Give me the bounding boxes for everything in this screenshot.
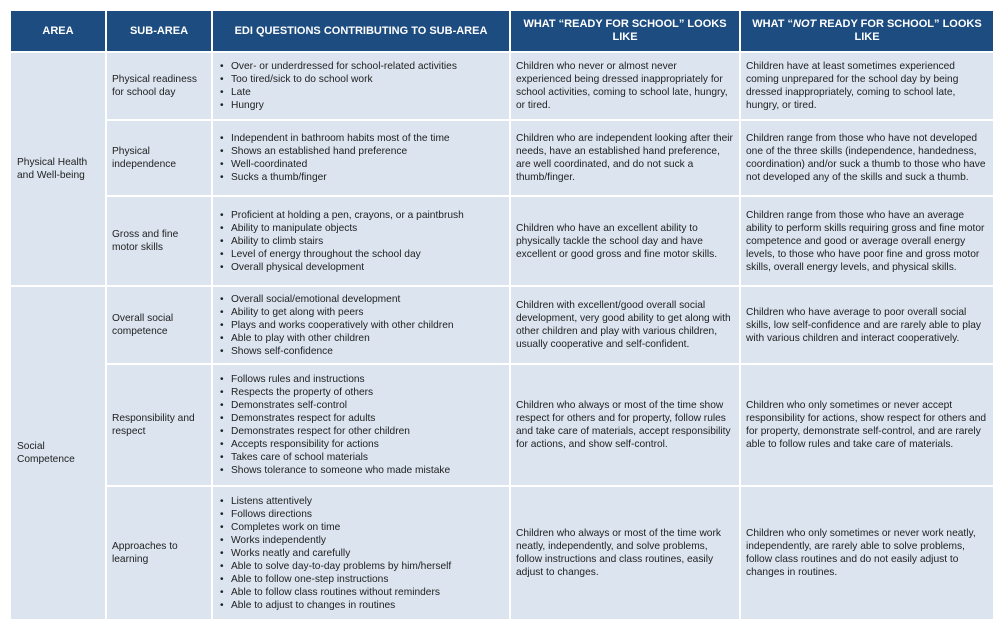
not-ready-cell: Children who only sometimes or never accept responsibility for actions, show respect for others and for property, demonstrate self-control, and are rarely able to follow rules and take care of materials. xyxy=(741,365,993,485)
questions-list xyxy=(218,209,504,274)
list-item: • Completes work on time xyxy=(231,521,504,534)
table-row xyxy=(11,287,993,363)
list-item: • Demonstrates self-control xyxy=(231,399,504,412)
list-item: • Ability to climb stairs xyxy=(231,235,504,248)
questions-cell xyxy=(213,487,509,619)
table-row xyxy=(11,197,993,285)
header-edi-questions: EDI QUESTIONS CONTRIBUTING TO SUB-AREA xyxy=(213,11,509,51)
header-ready: WHAT “READY FOR SCHOOL” LOOKS LIKE xyxy=(511,11,739,51)
list-item: • Listens attentively xyxy=(231,495,504,508)
list-item: • Independent in bathroom habits most of the time xyxy=(231,132,504,145)
ready-cell: Children who are independent looking after their needs, have an established hand preference, are well coordinated, and do not suck a thumb/finger. xyxy=(511,121,739,195)
area-cell: Social Competence xyxy=(11,287,105,619)
list-item: • Able to follow class routines without reminders xyxy=(231,586,504,599)
sub-area-cell: Responsibility and respect xyxy=(107,365,211,485)
not-ready-cell: Children who have average to poor overall social skills, low self-confidence and are rarely able to play with various children and interact cooperatively. xyxy=(741,287,993,363)
list-item: • Follows directions xyxy=(231,508,504,521)
table-row xyxy=(11,487,993,619)
questions-list xyxy=(218,495,504,612)
questions-list xyxy=(218,373,504,477)
ready-cell: Children who have an excellent ability to physically tackle the school day and have excellent or good gross and fine motor skills. xyxy=(511,197,739,285)
questions-cell xyxy=(213,121,509,195)
header-row xyxy=(11,11,993,51)
questions-cell xyxy=(213,287,509,363)
list-item: • Accepts responsibility for actions xyxy=(231,438,504,451)
edi-table xyxy=(9,9,995,621)
area-cell: Physical Health and Well-being xyxy=(11,53,105,285)
header-not-ready-pre: WHAT “ xyxy=(752,18,794,30)
list-item: • Shows tolerance to someone who made mistake xyxy=(231,464,504,477)
list-item: • Works independently xyxy=(231,534,504,547)
ready-cell: Children who always or most of the time work neatly, independently, and solve problems, follow instructions and class routines, easily adjust to changes. xyxy=(511,487,739,619)
list-item: • Shows an established hand preference xyxy=(231,145,504,158)
sub-area-cell: Overall social competence xyxy=(107,287,211,363)
questions-list xyxy=(218,132,504,184)
list-item: • Ability to manipulate objects xyxy=(231,222,504,235)
table-row xyxy=(11,365,993,485)
not-ready-cell: Children who only sometimes or never work neatly, independently, are rarely able to solve problems, follow class routines and do not easily adjust to changes in routines. xyxy=(741,487,993,619)
list-item: • Shows self-confidence xyxy=(231,345,504,358)
sub-area-cell: Physical readiness for school day xyxy=(107,53,211,119)
header-not-ready-em: NOT xyxy=(793,18,817,30)
list-item: • Well-coordinated xyxy=(231,158,504,171)
ready-cell: Children who never or almost never experienced being dressed inappropriately for school activities, coming to school late, hungry, or tired. xyxy=(511,53,739,119)
questions-cell xyxy=(213,197,509,285)
not-ready-cell: Children range from those who have not developed one of the three skills (independence, handedness, coordination) and/or suck a thumb to those who have not developed any of the skills and suck a thumb. xyxy=(741,121,993,195)
list-item: • Late xyxy=(231,86,504,99)
list-item: • Level of energy throughout the school day xyxy=(231,248,504,261)
header-not-ready xyxy=(741,11,993,51)
list-item: • Over- or underdressed for school-related activities xyxy=(231,60,504,73)
list-item: • Takes care of school materials xyxy=(231,451,504,464)
list-item: • Sucks a thumb/finger xyxy=(231,171,504,184)
not-ready-cell: Children range from those who have an average ability to perform skills requiring gross and fine motor competence and good or average overall energy levels, to those who have poor fine and gross motor skills, overall energy levels, and physical skills. xyxy=(741,197,993,285)
list-item: • Plays and works cooperatively with other children xyxy=(231,319,504,332)
sub-area-cell: Physical independence xyxy=(107,121,211,195)
list-item: • Able to follow one-step instructions xyxy=(231,573,504,586)
header-not-ready-post: READY FOR SCHOOL” LOOKS LIKE xyxy=(816,18,982,43)
sub-area-cell: Gross and fine motor skills xyxy=(107,197,211,285)
questions-cell xyxy=(213,365,509,485)
ready-cell: Children who always or most of the time show respect for others and for property, follow rules and take care of materials, accept responsibility for actions, and show self-control. xyxy=(511,365,739,485)
ready-cell: Children with excellent/good overall social development, very good ability to get along with other children and play with various children, usually cooperative and self-confident. xyxy=(511,287,739,363)
list-item: • Demonstrates respect for adults xyxy=(231,412,504,425)
header-area: AREA xyxy=(11,11,105,51)
table-row xyxy=(11,53,993,119)
header-sub-area: SUB-AREA xyxy=(107,11,211,51)
list-item: • Overall social/emotional development xyxy=(231,293,504,306)
list-item: • Respects the property of others xyxy=(231,386,504,399)
list-item: • Ability to get along with peers xyxy=(231,306,504,319)
list-item: • Demonstrates respect for other children xyxy=(231,425,504,438)
not-ready-cell: Children have at least sometimes experienced coming unprepared for the school day by being dressed inappropriately, coming to school late, hungry, or tired. xyxy=(741,53,993,119)
list-item: • Follows rules and instructions xyxy=(231,373,504,386)
list-item: • Able to adjust to changes in routines xyxy=(231,599,504,612)
questions-cell xyxy=(213,53,509,119)
list-item: • Works neatly and carefully xyxy=(231,547,504,560)
list-item: • Proficient at holding a pen, crayons, or a paintbrush xyxy=(231,209,504,222)
sub-area-cell: Approaches to learning xyxy=(107,487,211,619)
list-item: • Able to solve day-to-day problems by him/herself xyxy=(231,560,504,573)
list-item: • Overall physical development xyxy=(231,261,504,274)
questions-list xyxy=(218,293,504,358)
questions-list xyxy=(218,60,504,112)
list-item: • Able to play with other children xyxy=(231,332,504,345)
list-item: • Hungry xyxy=(231,99,504,112)
table-row xyxy=(11,121,993,195)
list-item: • Too tired/sick to do school work xyxy=(231,73,504,86)
